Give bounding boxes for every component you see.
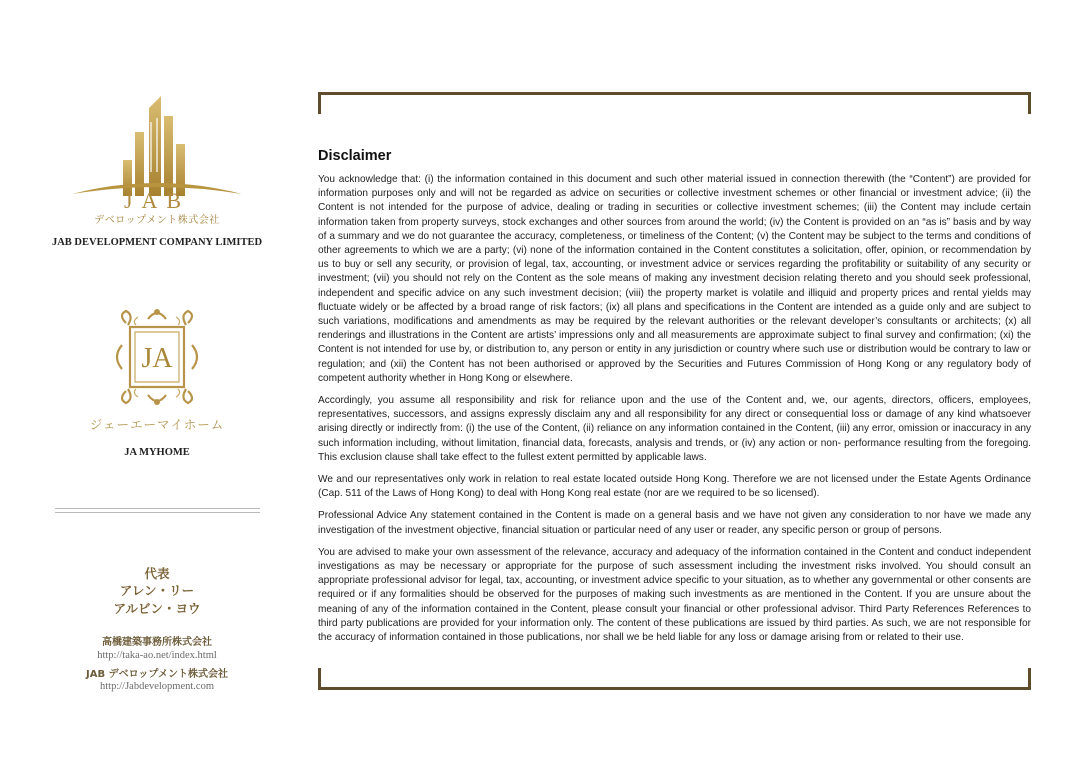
representative-title: 代表 xyxy=(144,566,170,581)
representative-name: アルビン・ヨウ xyxy=(113,601,201,616)
frame-top-bracket xyxy=(318,92,1031,114)
disclaimer-paragraph: Professional Advice Any statement contained in the Content is made on a general basis and we have not given any consideration to nor have we made any investigation of the investment objective, financial situation or particular need of any user or reader, any specific person or group of persons. xyxy=(318,510,1031,536)
firm-name: JAB デベロップメント株式会社 xyxy=(86,669,228,680)
firm-name: 高橋建築事務所株式会社 xyxy=(102,637,212,648)
sidebar-divider xyxy=(55,508,260,514)
jab-logo-letters: JAB xyxy=(123,188,191,213)
ja-emblem-logo xyxy=(108,305,206,409)
building-bar xyxy=(156,118,158,172)
disclaimer-paragraph: You acknowledge that: (i) the information contained in this document and such other material issued in connection therewith (the “Content”) are provided for information purposes only and will not be regarded as advice on securities or collective investment schemes or other financial or investment advice; (ii) the Content is not intended for the purpose of advice, dealing or trading in securities or collective investment schemes; (iii) the Content may include certain information taken from property surveys, stock exchanges and other sources from around the world; (iv) the Content is provided on an “as is” basis and by way of a summary and we do not guarantee the accuracy, completeness, or timeliness of the Content; (v) the Content may be subject to the terms and conditions of other agreements to which we are a party; (vi) none of the information contained in the Content constitutes a solicitation, offer, opinion, or recommendation by us to buy or sell any security, or provision of legal, tax, accounting, or investment advice or services regarding the profitability or suitability of any security or investment; (vii) you should not rely on the Content as the sole means of making any investment decision relating thereto and you should seek professional, independent and specific advice on any such investment decision; (viii) the property market is volatile and illiquid and property prices and rental yields may fluctuate widely or be affected by a broad range of risk factors; (ix) all plans and specifications in the Content are intended as a guide only and are subject to such variations, modifications and amendments as may be required by the relevant authorities or the relevant developer’s consultants or architects; (x) all renderings and illustrations in the Content are artists’ impressions only and all measurements are approximate subject to final survey and confirmation; (xi) the Content is not intended for use by, or distribution to, any person or entity in any jurisdiction or country where such use or distribution would be contrary to law or regulation; and (xii) the Content has not been authorised or approved by the Securities and Futures Commission of Hong Kong or any regulatory body of competent authority whether in Hong Kong or elsewhere. xyxy=(318,174,1031,384)
disclaimer-paragraph: We and our representatives only work in relation to real estate located outside Hong Kong. Therefore we are not licensed under the Estate Agents Ordinance (Cap. 511 of the Laws of Hong Kong) to deal with Hong Kong real estate (nor are we required to be so licensed). xyxy=(318,474,1031,500)
jab-company-name: JAB DEVELOPMENT COMPANY LIMITED xyxy=(51,237,263,248)
disclaimer-paragraph: Accordingly, you assume all responsibility and risk for reliance upon and the use of the Content and, we, our agents, directors, officers, employees, representatives, successors, and assigns expressly disclaim any and all responsibility for any direct or consequential loss or damage of any kind whatsoever arising directly or indirectly from: (i) the use of the Content, (ii) reliance on any information contained in the Content, (iii) any error, omission or inaccuracy in any such information including, without limitation, financial data, forecasts, analysis and trends, or (iv) any action or non- performance resulting from the foregoing. This exclusion clause shall take effect to the fullest extent permitted by applicable laws. xyxy=(318,395,1031,463)
firm-url-link[interactable]: http://Jabdevelopment.com xyxy=(99,681,215,692)
frame-bottom-bracket xyxy=(318,668,1031,690)
firm-url-link[interactable]: http://taka-ao.net/index.html xyxy=(97,650,217,661)
ja-brand-name: JA MYHOME xyxy=(124,447,190,458)
disclaimer-title: Disclaimer xyxy=(318,148,392,164)
disclaimer-section xyxy=(318,148,1031,653)
sidebar xyxy=(0,0,318,764)
ja-logo-kana: ジェーエーマイホーム xyxy=(89,417,225,432)
representative-name: アレン・リー xyxy=(119,583,195,598)
jab-logo-kana: デベロップメント株式会社 xyxy=(94,215,220,226)
disclaimer-paragraph: You are advised to make your own assessment of the relevance, accuracy and adequacy of the information contained in the Content and conduct independent investigations as may be necessary or appropriate for the purpose of such assessment including the investment risks involved. You should consult an appropriate professional advisor for legal, tax, accounting, or investment advice specific to your situation, as to whether any governmental or other consents are required or if any formalities should be observed for the purposes of making such investments as are mentioned in the Content. If you are unsure about the meaning of any of the information contained in the Content, please consult your financial or other professional advisor. Third Party References References to third party publications are provided for your information only. The content of these publications are issued by third parties. As such, we are not responsible for the accuracy of information contained in those publications, nor shall we be held liable for any loss or damage arising from or related to their use. xyxy=(318,546,1031,644)
ja-monogram: JA xyxy=(141,343,173,374)
building-bar xyxy=(150,122,152,172)
